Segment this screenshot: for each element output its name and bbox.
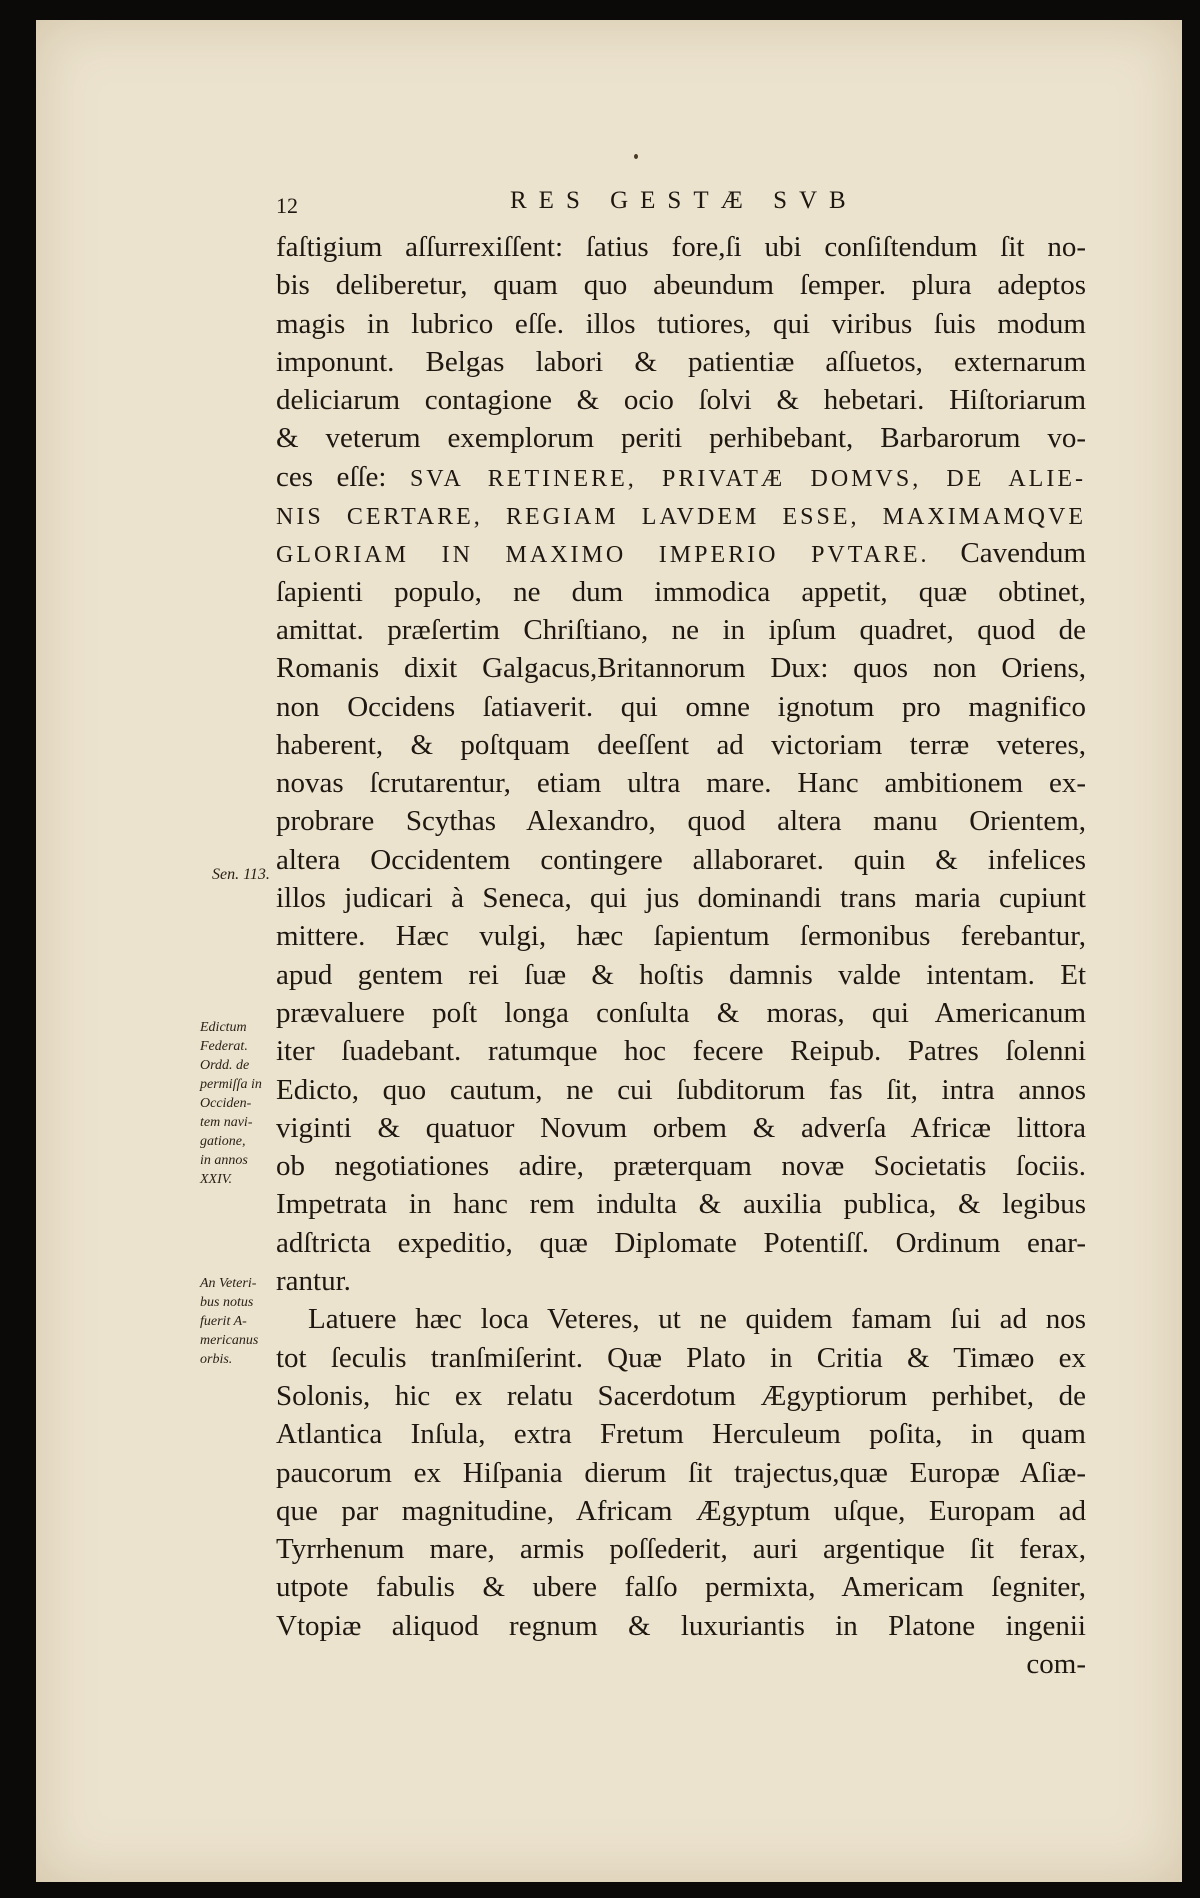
text-line: illos judicari à Seneca, qui jus dominandi trans maria cupiunt [276, 882, 1086, 915]
text-line: tot ſeculis tranſmiſerint. Quæ Plato in Critia & Timæo ex [276, 1341, 1086, 1374]
text-line: prævaluere poſt longa conſulta & moras, qui Americanum [276, 996, 1086, 1029]
margin-note-seneca: Sen. 113. [212, 866, 270, 883]
text-line: probrare Scythas Alexandro, quod altera manu Orientem, [276, 805, 1086, 838]
text-line: paucorum ex Hiſpania dierum ſit trajectus,quæ Europæ Aſiæ- [276, 1456, 1086, 1489]
text-line: Latuere hæc loca Veteres, ut ne quidem famam ſui ad nos [308, 1303, 1086, 1336]
text-line: utpote fabulis & ubere falſo permixta, Americam ſegniter, [276, 1571, 1086, 1604]
margin-note-edict [200, 1018, 272, 1189]
margin-note-line: orbis. [200, 1352, 233, 1367]
running-title: RES GESTÆ SVB [510, 187, 858, 214]
margin-note-line: gatione, [200, 1134, 246, 1149]
text-line: Romanis dixit Galgacus,Britannorum Dux: quos non Oriens, [276, 652, 1086, 685]
text-line: com- [1026, 1647, 1086, 1680]
text-line: Vtopiæ aliquod regnum & luxuriantis in Platone ingenii [276, 1609, 1086, 1642]
body-text [276, 228, 1086, 1683]
text-line: rantur. [276, 1265, 351, 1298]
margin-note-line: Occiden- [200, 1096, 252, 1111]
margin-note-line: Ordd. de [200, 1058, 250, 1073]
text-line: viginti & quatuor Novum orbem & adverſa Africæ littora [276, 1111, 1086, 1144]
text-line: imponunt. Belgas labori & patientiæ aſſuetos, externarum [276, 345, 1086, 378]
text-line: iter ſuadebant. ratumque hoc fecere Reipub. Patres ſolenni [276, 1035, 1086, 1068]
text-line: adſtricta expeditio, quæ Diplomate Potentiſſ. Ordinum enar- [276, 1226, 1086, 1259]
margin-note-line: XXIV. [200, 1172, 233, 1187]
text-line: Solonis, hic ex relatu Sacerdotum Ægyptiorum perhibet, de [276, 1379, 1086, 1412]
margin-note-line: bus notus [200, 1295, 254, 1310]
margin-note-line: fuerit A- [200, 1314, 247, 1329]
text-line: Impetrata in hanc rem indulta & auxilia publica, & legibus [276, 1188, 1086, 1221]
text-line: que par magnitudine, Africam Ægyptum uſque, Europam ad [276, 1494, 1086, 1527]
text-line: amittat. præſertim Chriſtiano, ne in ipſum quadret, quod de [276, 613, 1086, 646]
text-line: deliciarum contagione & ocio ſolvi & hebetari. Hiſtoriarum [276, 384, 1086, 417]
margin-note-line: Federat. [200, 1039, 248, 1054]
text-line: GLORIAM IN MAXIMO IMPERIO PVTARE. Cavendum [276, 537, 1086, 570]
text-line: Edicto, quo cautum, ne cui ſubditorum fas ſit, intra annos [276, 1073, 1086, 1106]
margin-note-line: Edictum [200, 1020, 247, 1035]
margin-note-line: An Veteri- [200, 1276, 257, 1291]
margin-note-veteres [200, 1274, 272, 1369]
text-line: magis in lubrico eſſe. illos tutiores, qui viribus ſuis modum [276, 307, 1086, 340]
ink-speck [634, 154, 638, 159]
text-line: ces eſſe: SVA RETINERE, PRIVATÆ DOMVS, DE ALIE- [276, 460, 1086, 493]
text-line: & veterum exemplorum periti perhibebant, Barbarorum vo- [276, 422, 1086, 455]
text-line: apud gentem rei ſuæ & hoſtis damnis valde intentam. Et [276, 958, 1086, 991]
text-line: Tyrrhenum mare, armis poſſederit, auri argentique ſit ferax, [276, 1533, 1086, 1566]
margin-note-line: mericanus [200, 1333, 259, 1348]
text-line: haberent, & poſtquam deeſſent ad victoriam terræ veteres, [276, 728, 1086, 761]
text-line: non Occidens ſatiaverit. qui omne ignotum pro magnifico [276, 690, 1086, 723]
text-line: Atlantica Inſula, extra Fretum Herculeum poſita, in quam [276, 1418, 1086, 1451]
running-head [0, 187, 1200, 227]
margin-note-line: permiſſa in [200, 1077, 262, 1092]
text-line: ſapienti populo, ne dum immodica appetit, quæ obtinet, [276, 575, 1086, 608]
text-line: novas ſcrutarentur, etiam ultra mare. Hanc ambitionem ex- [276, 767, 1086, 800]
margin-note-line: in annos [200, 1153, 248, 1168]
text-line: NIS CERTARE, REGIAM LAVDEM ESSE, MAXIMAMQVE [276, 504, 1086, 531]
page-number: 12 [276, 193, 298, 218]
text-line: bis deliberetur, quam quo abeundum ſemper. plura adeptos [276, 269, 1086, 302]
text-line: altera Occidentem contingere allaboraret. quin & infelices [276, 843, 1086, 876]
text-line: mittere. Hæc vulgi, hæc ſapientum ſermonibus ferebantur, [276, 920, 1086, 953]
margin-note-line: tem navi- [200, 1115, 253, 1130]
text-line: ob negotiationes adire, præterquam novæ Societatis ſociis. [276, 1150, 1086, 1183]
text-line: faſtigium aſſurrexiſſent: ſatius fore,ſi ubi conſiſtendum ſit no- [276, 231, 1086, 263]
